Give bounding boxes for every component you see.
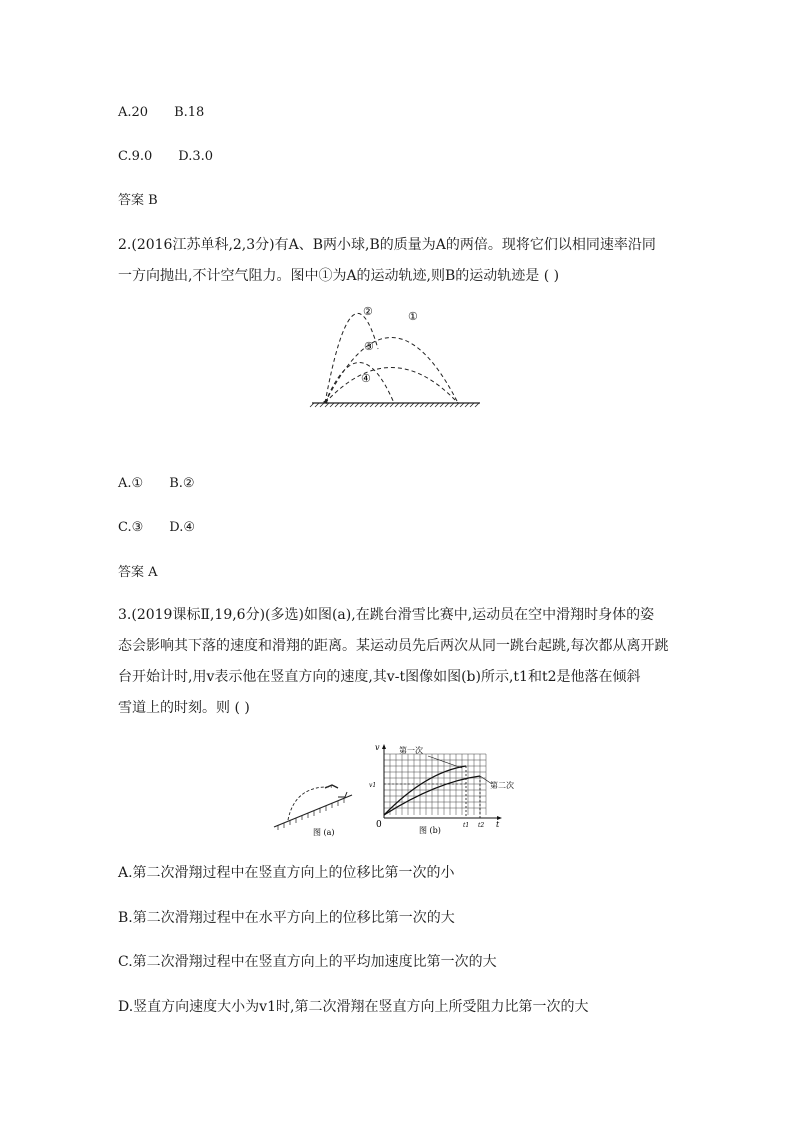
trajectory-1-path <box>325 338 458 404</box>
q3-option-a: A.第二次滑翔过程中在竖直方向上的位移比第一次的小 <box>118 865 455 881</box>
q1-options-row-1 <box>118 104 204 122</box>
trajectory-2-path <box>325 313 378 403</box>
q2-trajectory-figure <box>308 302 484 410</box>
axis-t-label: t <box>496 820 500 829</box>
q2-stem-line-1: 2.(2016江苏单科,2,3分)有A、B两小球,B的质量为A的两倍。现将它们以相同速率沿同 <box>118 237 656 253</box>
caption-a: 图 (a) <box>313 828 335 837</box>
q2-stem <box>118 230 670 292</box>
ski-jump-ramp <box>338 792 347 797</box>
q2-stem-line-2: 一方向抛出,不计空气阻力。图中①为A的运动轨迹,则B的运动轨迹是 ( ) <box>118 268 560 284</box>
q2-option-a: A.① <box>118 476 144 491</box>
q1-answer: 答案 B <box>118 193 158 208</box>
q2-answer: 答案 A <box>118 565 158 580</box>
q3-option-c: C.第二次滑翔过程中在竖直方向上的平均加速度比第一次的大 <box>118 954 497 970</box>
origin-label: 0 <box>376 820 382 830</box>
t2-label: t2 <box>478 822 485 829</box>
q3-option-b: B.第二次滑翔过程中在水平方向上的位移比第一次的大 <box>118 910 455 926</box>
q2-option-d: D.④ <box>169 520 196 535</box>
q3-stem <box>118 600 670 724</box>
q2-option-b: B.② <box>169 476 195 491</box>
series-first-label: 第一次 <box>399 746 423 755</box>
axis-v-label: v <box>375 743 380 752</box>
q3-stem-line-1: 3.(2019课标Ⅱ,19,6分)(多选)如图(a),在跳台滑雪比赛中,运动员在空中滑翔时身体的姿 <box>118 607 655 623</box>
q3-option-d: D.竖直方向速度大小为v1时,第二次滑翔在竖直方向上所受阻力比第一次的大 <box>118 999 589 1015</box>
ground-hatching <box>310 403 479 407</box>
v1-label: v1 <box>369 782 377 789</box>
caption-b: 图 (b) <box>419 826 441 835</box>
flight-path <box>288 787 332 820</box>
q1-option-d: D.3.0 <box>178 149 214 164</box>
q3-stem-line-2: 态会影响其下落的速度和滑翔的距离。某运动员先后两次从同一跳台起跳,每次都从离开跳 <box>118 638 669 654</box>
t1-label: t1 <box>463 822 470 829</box>
q1-option-a: A.20 <box>118 105 149 120</box>
q1-option-c: C.9.0 <box>118 149 153 164</box>
trajectory-3-path <box>325 363 394 404</box>
q1-option-b: B.18 <box>174 105 205 120</box>
q2-option-c: C.③ <box>118 520 144 535</box>
q3-figure-b <box>366 742 526 842</box>
trajectory-label-1: ① <box>408 310 418 323</box>
ski-jumper-icon <box>325 785 338 788</box>
v-axis-arrow-icon <box>382 744 386 749</box>
q3-figure-a <box>270 775 380 840</box>
q3-stem-line-4: 雪道上的时刻。则 ( ) <box>118 700 250 716</box>
slope-line <box>274 795 352 827</box>
q1-options-row-2 <box>118 148 213 166</box>
series-second-label: 第二次 <box>490 781 514 790</box>
q2-options-row-1 <box>118 475 195 493</box>
trajectory-label-2: ② <box>363 305 373 318</box>
trajectory-label-3: ③ <box>364 340 374 353</box>
trajectory-label-4: ④ <box>361 372 371 385</box>
q3-stem-line-3: 台开始计时,用v表示他在竖直方向的速度,其v-t图像如图(b)所示,t1和t2是他落在倾斜 <box>118 669 641 685</box>
q2-options-row-2 <box>118 519 195 537</box>
